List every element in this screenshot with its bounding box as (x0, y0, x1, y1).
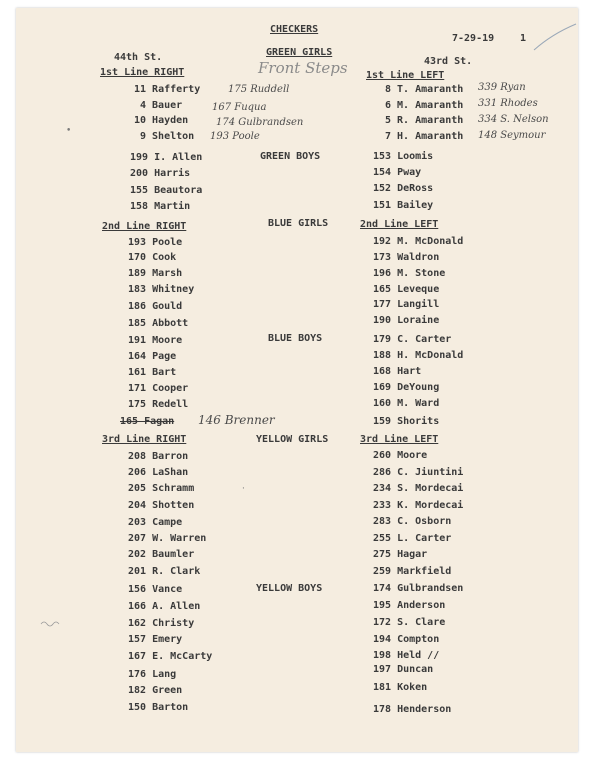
ink-dot-icon: · (242, 484, 245, 494)
list-item: 156 Vance (128, 584, 183, 595)
margin-mark-icon: • (66, 126, 72, 136)
list-item: 188 H. McDonald (373, 350, 464, 361)
list-item: 178 Henderson (373, 704, 452, 715)
list-item: 6 M. Amaranth (385, 100, 464, 111)
list-item: 162 Christy (128, 618, 195, 629)
list-item: 166 A. Allen (128, 601, 201, 612)
list-item: 233 K. Mordecai (373, 500, 464, 511)
list-item: 11 Rafferty (134, 84, 201, 95)
list-item: 172 S. Clare (373, 617, 446, 628)
struck-list-item: 165 Fagan (120, 416, 175, 427)
list-item: 205 Schramm (128, 483, 195, 494)
list-item: 175 Redell (128, 399, 189, 410)
list-item: 186 Gould (128, 301, 183, 312)
list-item: 197 Duncan (373, 664, 434, 675)
list-item: 191 Moore (128, 335, 183, 346)
section-label-3rd-line-right: 3rd Line RIGHT (102, 434, 187, 445)
list-item: 260 Moore (373, 450, 428, 461)
list-item: 168 Hart (373, 366, 422, 377)
group-blue-boys: BLUE BOYS (268, 333, 323, 344)
list-item: 208 Barron (128, 451, 189, 462)
list-item: 8 T. Amaranth (385, 84, 464, 95)
group-green-boys: GREEN BOYS (260, 151, 321, 162)
list-item: 165 Leveque (373, 284, 440, 295)
handwritten-note: 148 Seymour (478, 130, 546, 141)
list-item: 259 Markfield (373, 566, 452, 577)
list-item: 154 Pway (373, 167, 422, 178)
list-item: 234 S. Mordecai (373, 483, 464, 494)
list-item: 190 Loraine (373, 315, 440, 326)
list-item: 283 C. Osborn (373, 516, 452, 527)
list-item: 192 M. McDonald (373, 236, 464, 247)
list-item: 176 Lang (128, 669, 177, 680)
list-item: 286 C. Jiuntini (373, 467, 464, 478)
list-item: 150 Barton (128, 702, 189, 713)
list-item: 160 M. Ward (373, 398, 440, 409)
section-label-3rd-line-left: 3rd Line LEFT (360, 434, 439, 445)
list-item: 182 Green (128, 685, 183, 696)
list-item: 207 W. Warren (128, 533, 207, 544)
list-item: 206 LaShan (128, 467, 189, 478)
list-item: 174 Gulbrandsen (373, 583, 464, 594)
list-item: 153 Loomis (373, 151, 434, 162)
handwritten-note: 174 Gulbrandsen (216, 117, 304, 128)
section-label-2nd-line-right: 2nd Line RIGHT (102, 221, 187, 232)
list-item: 255 L. Carter (373, 533, 452, 544)
list-item: 158 Martin (130, 201, 191, 212)
list-item: 202 Baumler (128, 549, 195, 560)
list-item: 5 R. Amaranth (385, 115, 464, 126)
section-label-1st-line-right: 1st Line RIGHT (100, 67, 185, 78)
list-item: 179 C. Carter (373, 334, 452, 345)
list-item: 167 E. McCarty (128, 651, 213, 662)
list-item: 151 Bailey (373, 200, 434, 211)
list-item: 7 H. Amaranth (385, 131, 464, 142)
list-item: 196 M. Stone (373, 268, 446, 279)
section-label-1st-line-left: 1st Line LEFT (366, 70, 445, 81)
list-item: 198 Held // (373, 650, 440, 661)
section-label-2nd-line-left: 2nd Line LEFT (360, 219, 439, 230)
handwritten-note: 146 Brenner (198, 413, 275, 427)
handwritten-note: 193 Poole (210, 131, 260, 142)
list-item: 193 Poole (128, 237, 183, 248)
handwritten-note: Front Steps (258, 59, 348, 77)
group-blue-girls: BLUE GIRLS (268, 218, 329, 229)
list-item: 152 DeRoss (373, 183, 434, 194)
document-date: 7-29-19 (452, 33, 495, 44)
list-item: 159 Shorits (373, 416, 440, 427)
list-item: 9 Shelton (140, 131, 195, 142)
page-number: 1 (520, 33, 527, 44)
list-item: 155 Beautora (130, 185, 203, 196)
list-item: 181 Koken (373, 682, 428, 693)
list-item: 161 Bart (128, 367, 177, 378)
document-title: CHECKERS (270, 24, 319, 35)
handwritten-note: 331 Rhodes (478, 98, 538, 109)
list-item: 164 Page (128, 351, 177, 362)
list-item: 170 Cook (128, 252, 177, 263)
list-item: 204 Shotten (128, 500, 195, 511)
pen-stroke-icon (532, 22, 578, 52)
list-item: 10 Hayden (134, 115, 189, 126)
right-street-label: 43rd St. (424, 56, 473, 67)
margin-scribble-icon (40, 618, 62, 630)
list-item: 195 Anderson (373, 600, 446, 611)
group-yellow-boys: YELLOW BOYS (256, 583, 323, 594)
group-green-girls: GREEN GIRLS (266, 47, 333, 58)
handwritten-note: 339 Ryan (478, 82, 526, 93)
list-item: 194 Compton (373, 634, 440, 645)
list-item: 199 I. Allen (130, 152, 203, 163)
list-item: 171 Cooper (128, 383, 189, 394)
handwritten-note: 334 S. Nelson (478, 114, 549, 125)
handwritten-note: 167 Fuqua (212, 102, 267, 113)
list-item: 275 Hagar (373, 549, 428, 560)
list-item: 200 Harris (130, 168, 191, 179)
list-item: 203 Campe (128, 517, 183, 528)
list-item: 173 Waldron (373, 252, 440, 263)
handwritten-note: 175 Ruddell (228, 84, 290, 95)
list-item: 183 Whitney (128, 284, 195, 295)
left-street-label: 44th St. (114, 52, 163, 63)
list-item: 177 Langill (373, 299, 440, 310)
list-item: 189 Marsh (128, 268, 183, 279)
list-item: 185 Abbott (128, 318, 189, 329)
list-item: 201 R. Clark (128, 566, 201, 577)
group-yellow-girls: YELLOW GIRLS (256, 434, 329, 445)
list-item: 169 DeYoung (373, 382, 440, 393)
list-item: 4 Bauer (140, 100, 183, 111)
list-item: 157 Emery (128, 634, 183, 645)
